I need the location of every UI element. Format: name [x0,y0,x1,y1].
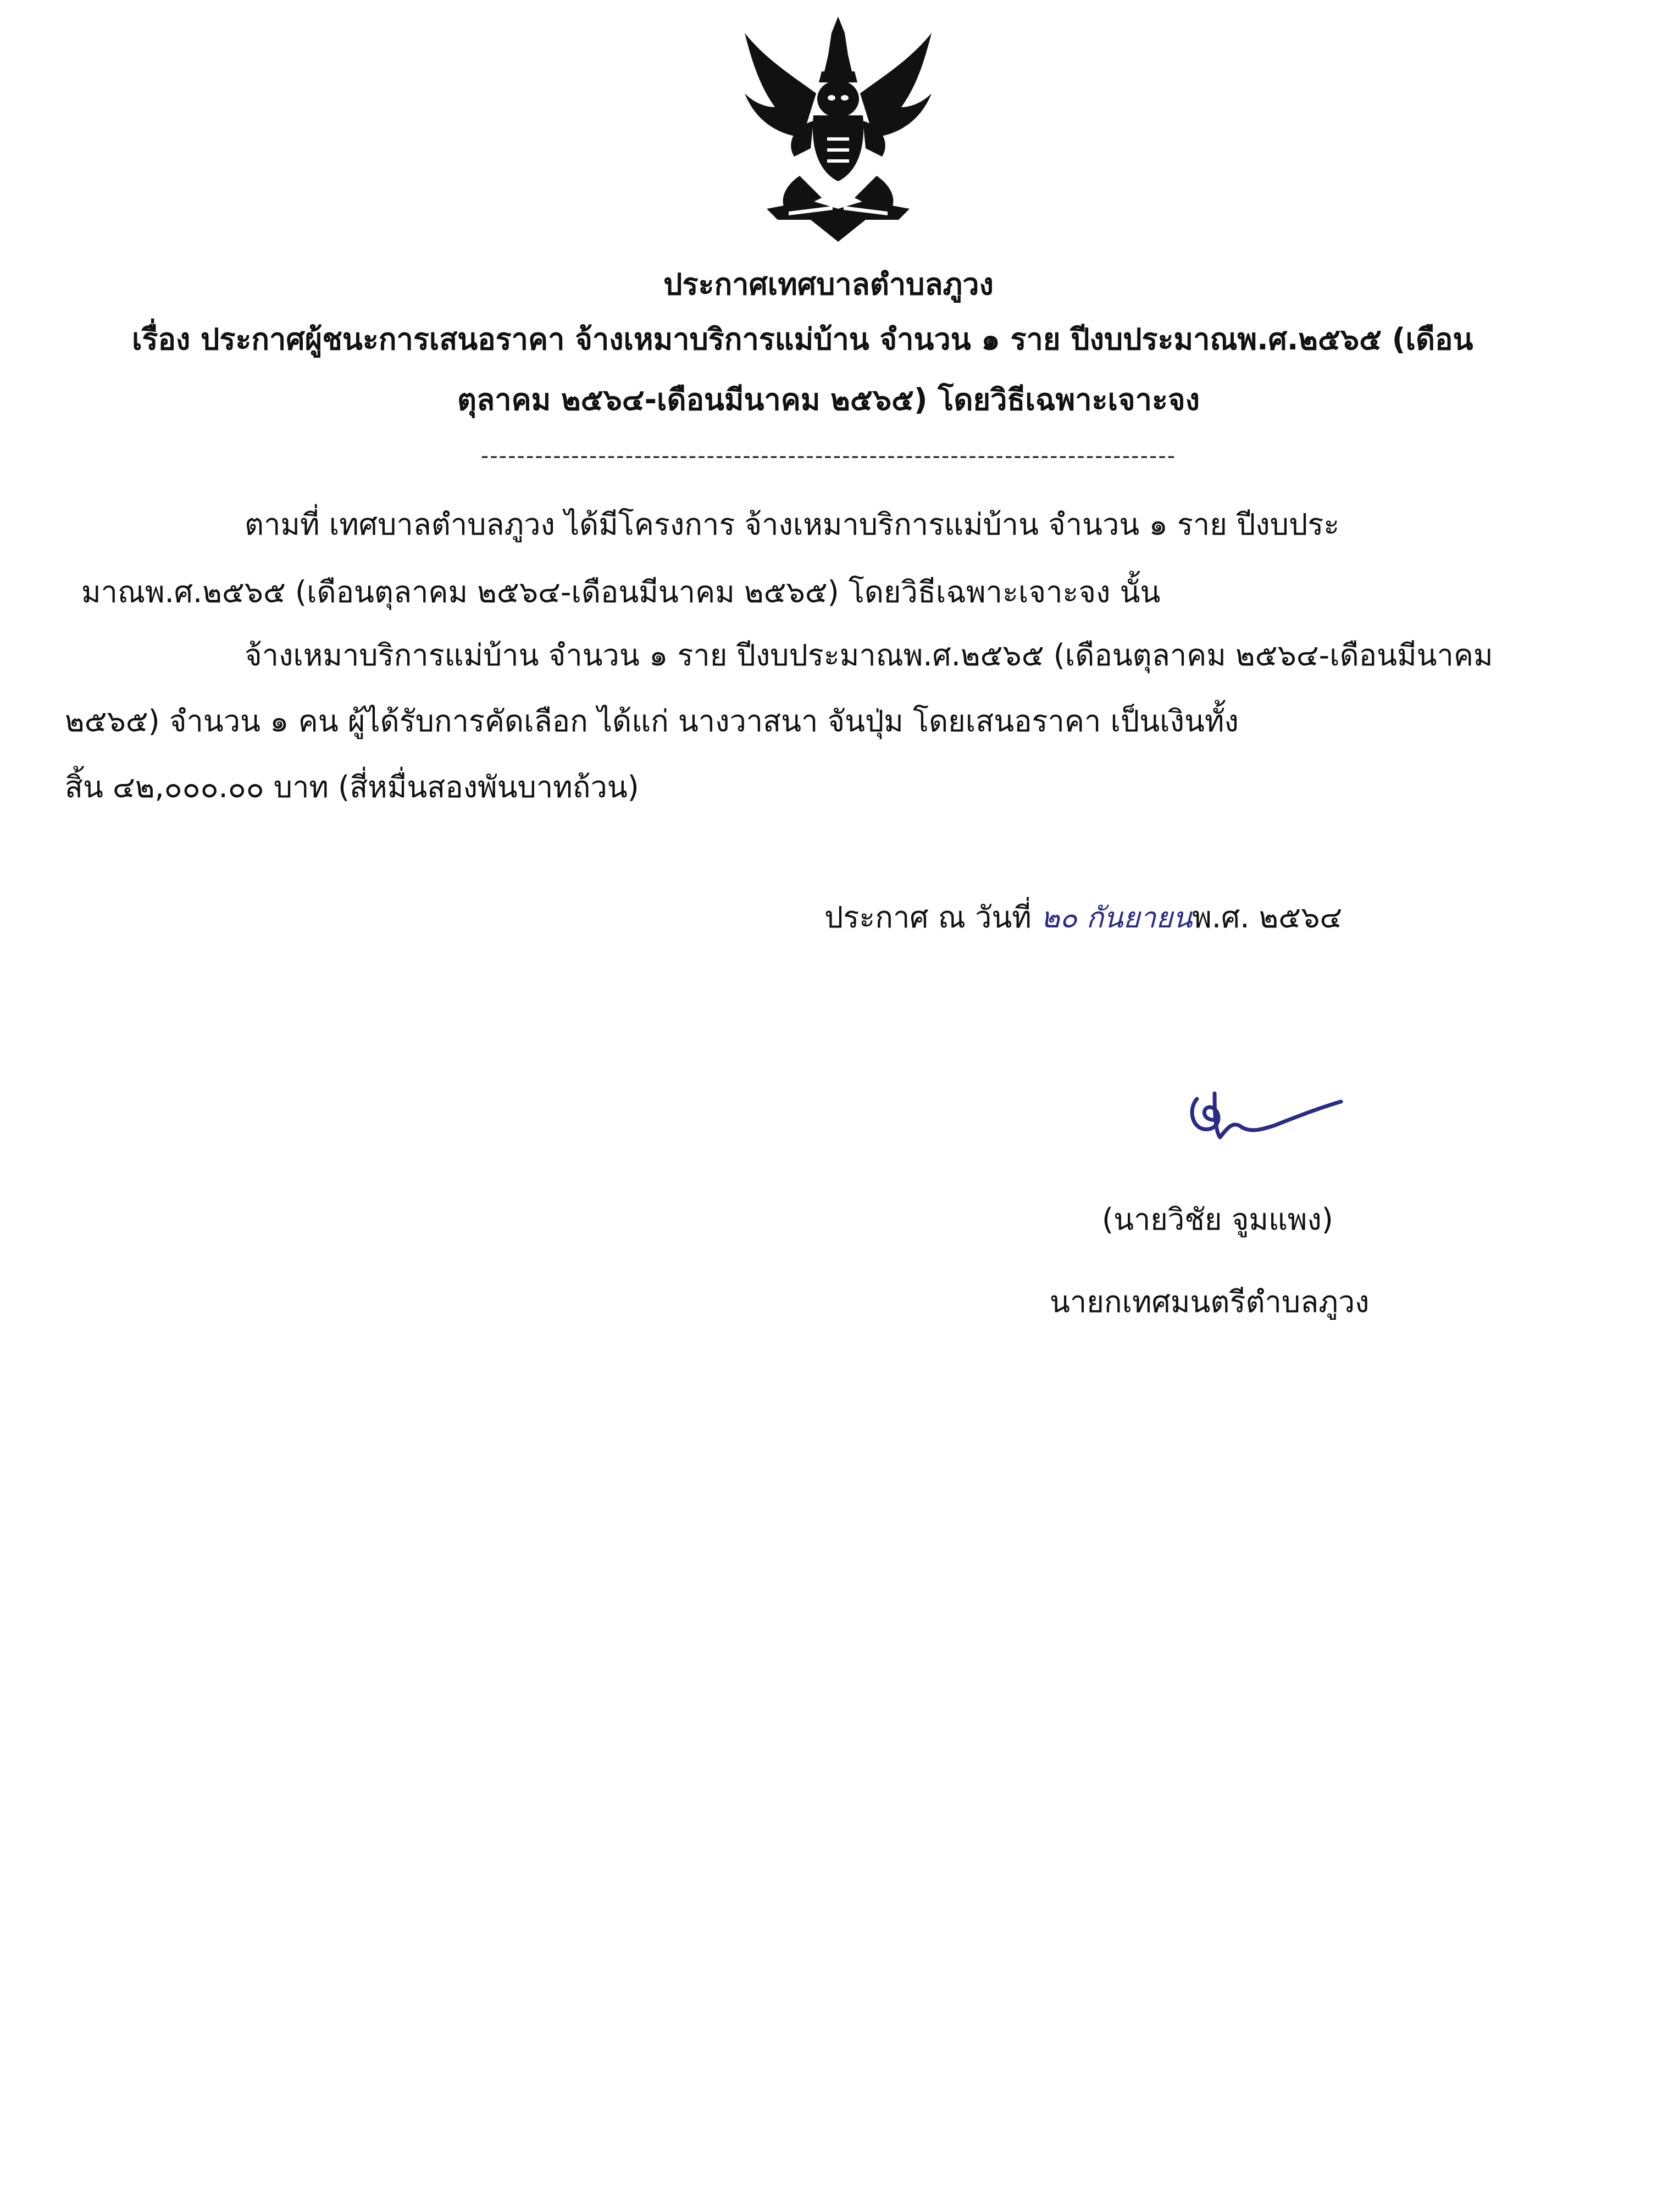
signatory-name: (นายวิชัย จูมแพง) [1102,1202,1333,1237]
paragraph-2-line-1: จ้างเหมาบริการแม่บ้าน จำนวน ๑ ราย ปีงบประมาณพ.ศ.๒๕๖๕ (เดือนตุลาคม ๒๕๖๔-เดือนมีนาคม [245,638,1493,673]
announcement-date-line [824,896,1342,940]
paragraph-1-line-2: มาณพ.ศ.๒๕๖๕ (เดือนตุลาคม ๒๕๖๔-เดือนมีนาคม ๒๕๖๕) โดยวิธีเฉพาะเจาะจง นั้น [81,575,1161,609]
handwritten-signature-icon [1182,1077,1346,1159]
paragraph-2-line-3: สิ้น ๔๒,๐๐๐.๐๐ บาท (สี่หมื่นสองพันบาทถ้วน) [65,770,639,804]
garuda-emblem-icon [734,11,943,247]
separator-line: ----------------------------------------------------------------------------- [480,443,1177,469]
subject-line-2: ตุลาคม ๒๕๖๔-เดือนมีนาคม ๒๕๖๕) โดยวิธีเฉพาะเจาะจง [457,382,1200,417]
subject-line-1: เรื่อง ประกาศผู้ชนะการเสนอราคา จ้างเหมาบริการแม่บ้าน จำนวน ๑ ราย ปีงบประมาณพ.ศ.๒๕๖๕ (เดือน [132,322,1473,357]
handwritten-date: ๒๐ กันยายน [1041,902,1193,935]
paragraph-2-line-2: ๒๕๖๕) จำนวน ๑ คน ผู้ได้รับการคัดเลือก ได้แก่ นางวาสนา จันปุ่ม โดยเสนอราคา เป็นเงินทั้ง [65,704,1239,738]
announce-suffix: พ.ศ. ๒๕๖๔ [1192,900,1343,935]
page-title: ประกาศเทศบาลตำบลภูวง [663,267,994,302]
signatory-position: นายกเทศมนตรีตำบลภูวง [1050,1285,1370,1319]
announce-prefix: ประกาศ ณ วันที่ [824,900,1032,935]
paragraph-1-line-1: ตามที่ เทศบาลตำบลภูวง ได้มีโครงการ จ้างเหมาบริการแม่บ้าน จำนวน ๑ ราย ปีงบประ [245,507,1340,542]
